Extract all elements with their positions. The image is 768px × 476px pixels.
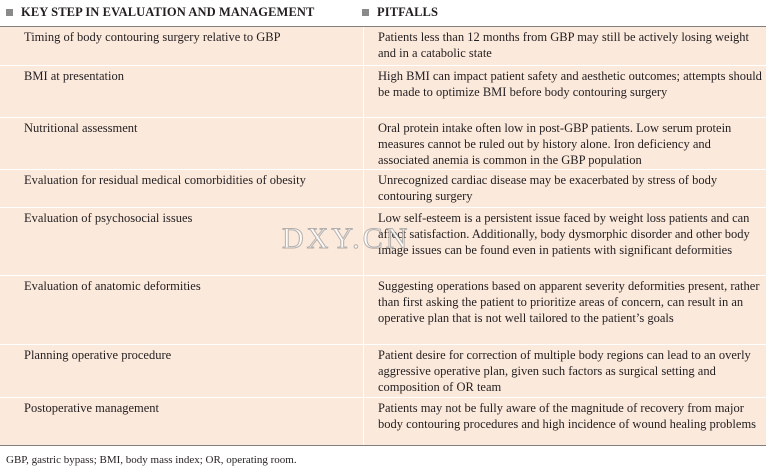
header-square-icon bbox=[362, 9, 369, 16]
table-row bbox=[0, 170, 766, 208]
table-row bbox=[0, 66, 766, 118]
row-step: Evaluation of psychosocial issues bbox=[24, 211, 193, 225]
table-row bbox=[0, 118, 766, 170]
row-pitfall: Patients may not be fully aware of the magnitude of recovery from major body contouring procedures and high incidence of wound healing problems bbox=[378, 401, 757, 431]
row-pitfall: Unrecognized cardiac disease may be exacerbated by stress of body contouring surgery bbox=[378, 173, 718, 203]
header-key-step-label: KEY STEP IN EVALUATION AND MANAGEMENT bbox=[21, 5, 315, 19]
row-pitfall: High BMI can impact patient safety and aesthetic outcomes; attempts should be made to optimize BMI before body contouring surgery bbox=[378, 69, 762, 99]
table-row bbox=[0, 27, 766, 66]
header-pitfalls-label: PITFALLS bbox=[377, 5, 438, 19]
table-bottom-rule bbox=[0, 445, 766, 446]
row-step: BMI at presentation bbox=[24, 69, 124, 83]
header-key-step bbox=[6, 5, 314, 20]
column-divider bbox=[363, 27, 364, 445]
row-pitfall: Patients less than 12 months from GBP may still be actively losing weight and in a catabolic state bbox=[378, 30, 750, 60]
row-step: Postoperative management bbox=[24, 401, 160, 415]
watermark: DXY.CN bbox=[282, 222, 411, 255]
header-pitfalls bbox=[362, 5, 438, 20]
table-header bbox=[0, 0, 766, 28]
table-row bbox=[0, 208, 766, 276]
row-pitfall: Suggesting operations based on apparent severity deformities present, rather than first asking the patient to prioritize areas of concern, can result in an operative plan that is not well tailored to the patient’s goals bbox=[378, 279, 760, 325]
row-step: Timing of body contouring surgery relative to GBP bbox=[24, 30, 281, 44]
table-row bbox=[0, 345, 766, 398]
row-pitfall: Patient desire for correction of multiple body regions can lead to an overly aggressive operative plan, given such factors as surgical setting and composition of OR team bbox=[378, 348, 751, 394]
row-step: Evaluation of anatomic deformities bbox=[24, 279, 201, 293]
header-square-icon bbox=[6, 9, 13, 16]
table-row bbox=[0, 276, 766, 345]
table-row bbox=[0, 398, 766, 445]
row-step: Nutritional assessment bbox=[24, 121, 138, 135]
table-footnote: GBP, gastric bypass; BMI, body mass index; OR, operating room. bbox=[6, 454, 297, 466]
row-step: Evaluation for residual medical comorbidities of obesity bbox=[24, 173, 306, 187]
row-pitfall: Oral protein intake often low in post-GBP patients. Low serum protein measures cannot be ruled out by history alone. Iron deficiency and associated anemia is common in the GBP population bbox=[378, 121, 732, 167]
row-pitfall: Low self-esteem is a persistent issue faced by weight loss patients and can affect satisfaction. Additionally, body dysmorphic disorder and other body image issues can be found even in patients with significant deformities bbox=[378, 211, 750, 257]
row-step: Planning operative procedure bbox=[24, 348, 172, 362]
